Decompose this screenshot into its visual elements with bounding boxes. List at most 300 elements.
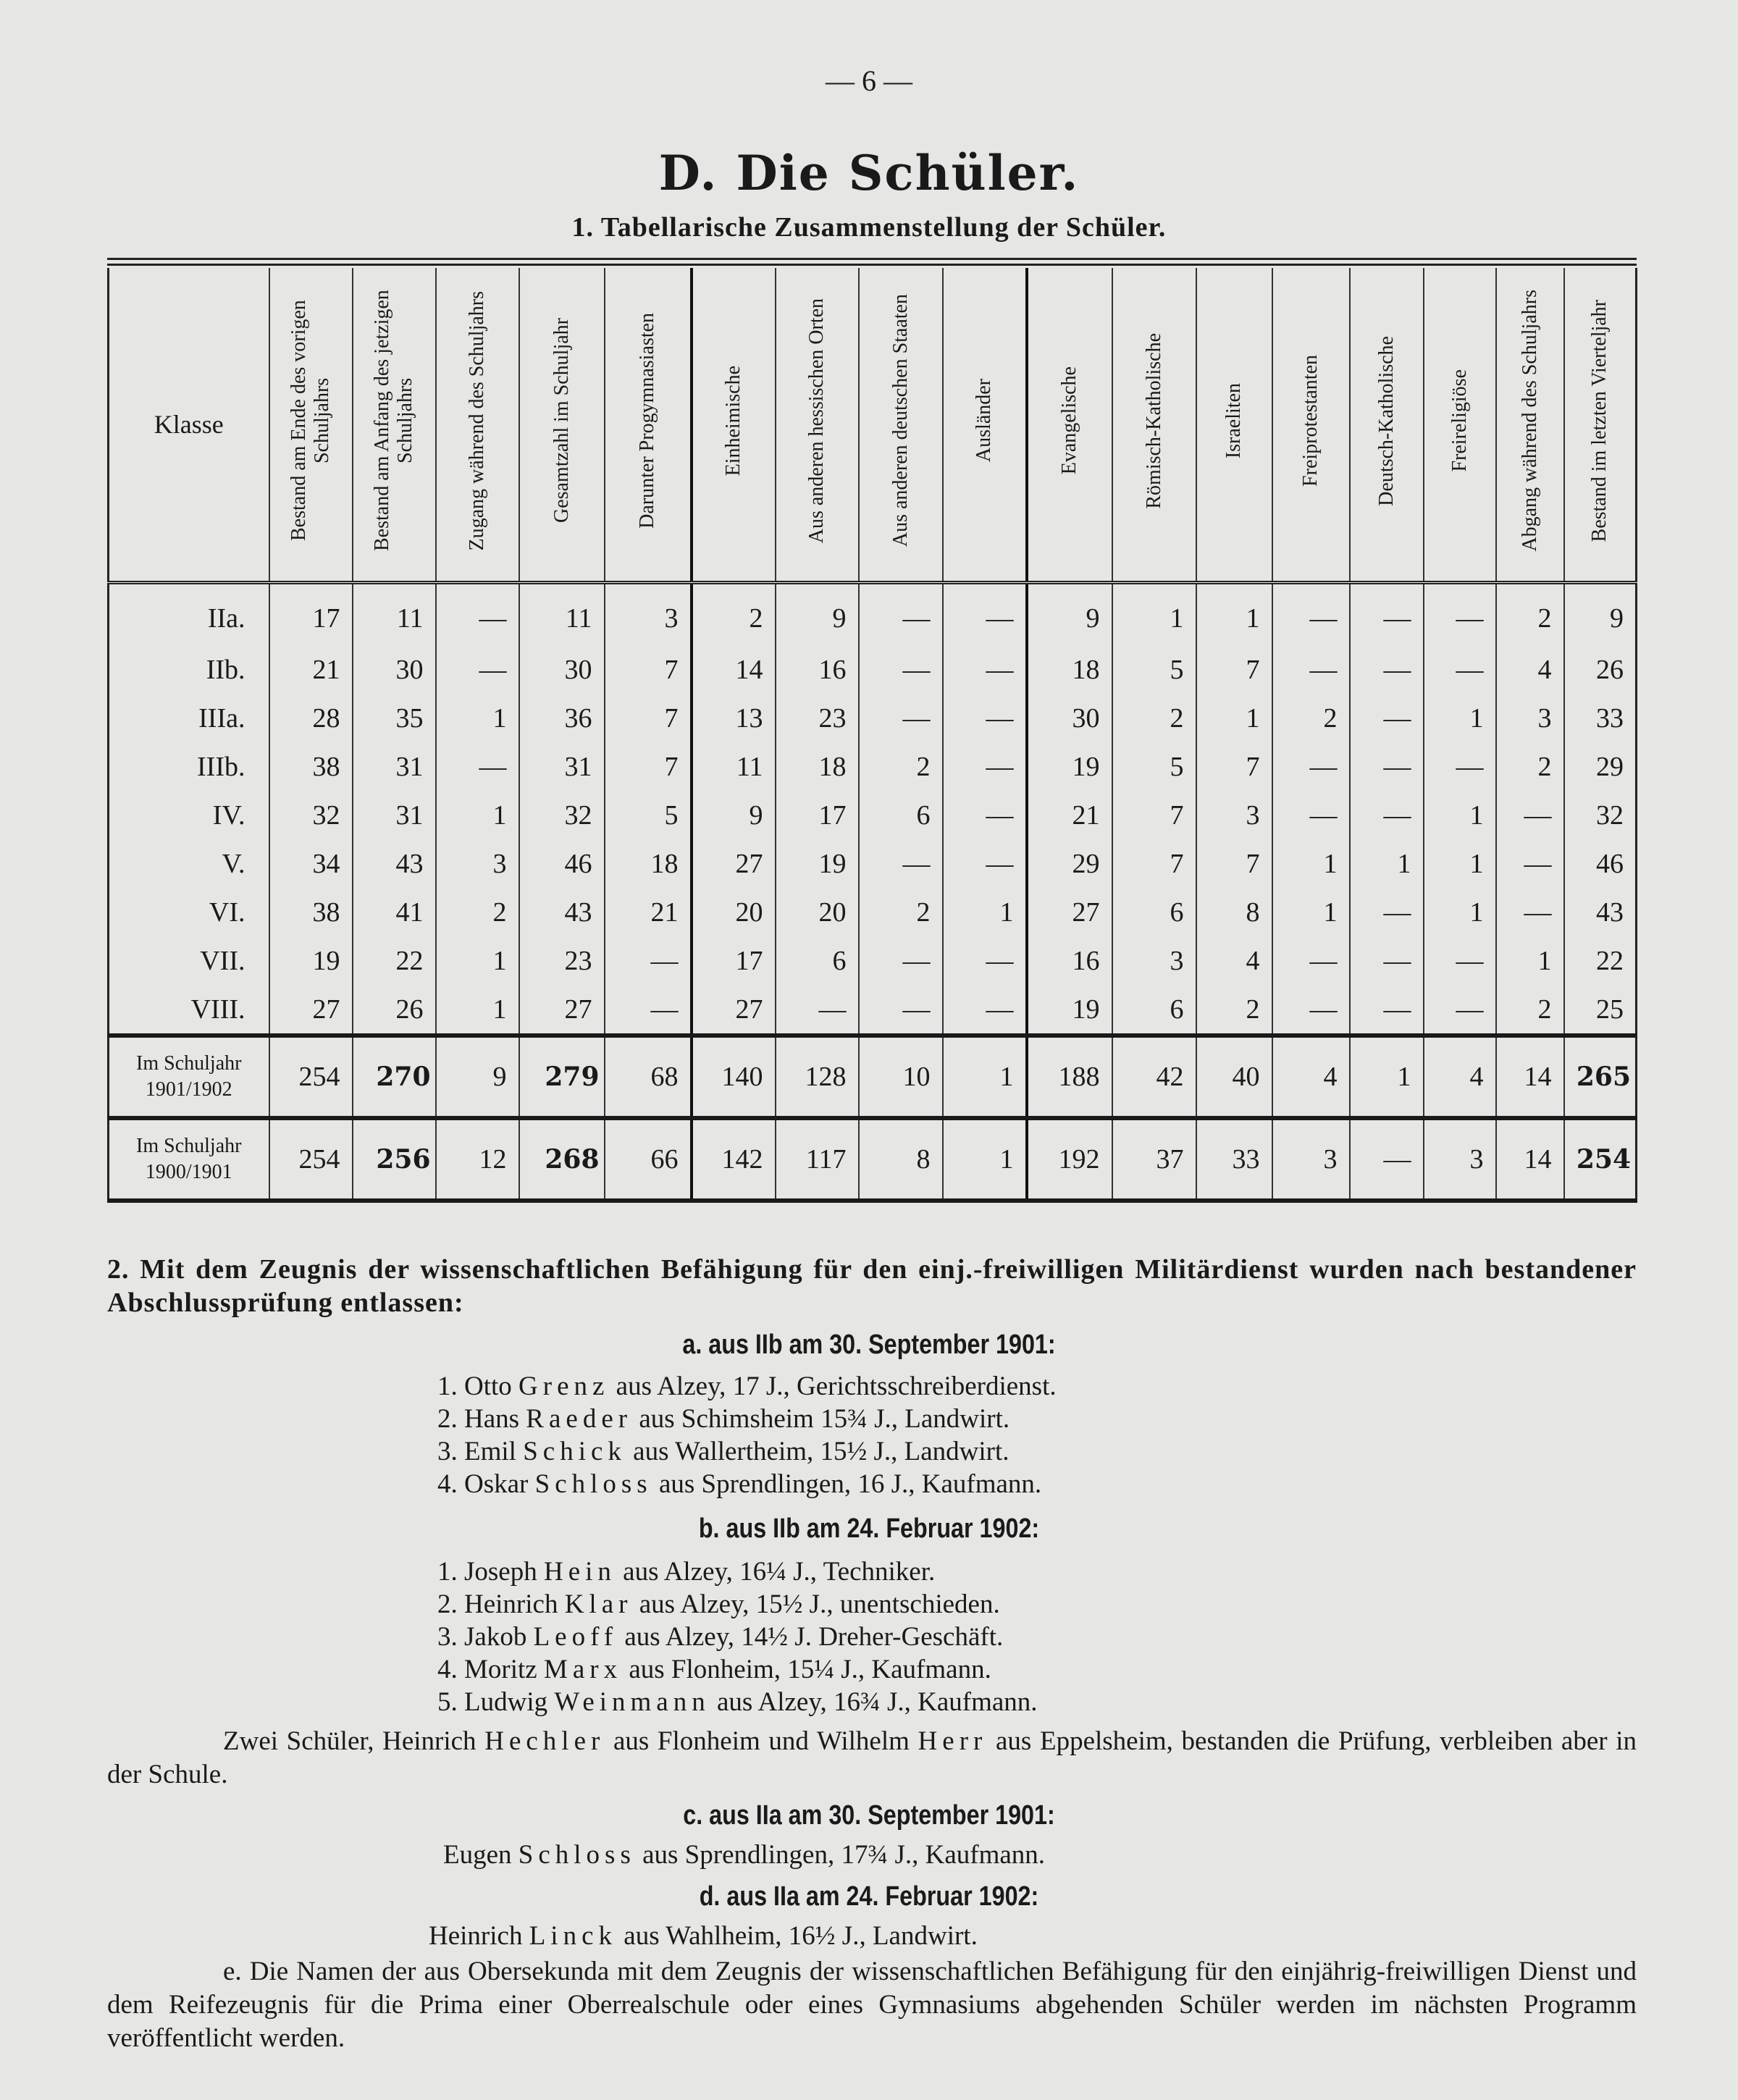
table-cell: — (943, 936, 1027, 985)
table-cell: 2 (1272, 694, 1350, 742)
row-label: IV. (109, 791, 269, 839)
table-cell: 265 (1564, 1036, 1637, 1118)
column-header (353, 268, 436, 583)
table-row (109, 742, 1637, 791)
table-cell: 18 (1027, 645, 1112, 694)
table-cell: — (1350, 1118, 1424, 1201)
table-cell: 254 (1564, 1118, 1637, 1201)
table-cell: 1 (436, 791, 519, 839)
table-cell: 5 (1112, 742, 1196, 791)
column-header (1496, 268, 1564, 583)
table-cell: 17 (269, 583, 353, 646)
column-header-label: Bestand am Anfang des jetzigen Schuljahrs (371, 290, 416, 552)
item-text: 1. Joseph (437, 1557, 544, 1587)
column-header-label: Evangelische (1058, 366, 1080, 475)
table-cell: 3 (436, 839, 519, 888)
row-label: VII. (109, 936, 269, 985)
table-cell: 16 (1027, 936, 1112, 985)
table-cell: 22 (1564, 936, 1637, 985)
table-cell: 3 (1496, 694, 1564, 742)
table-cell: — (1496, 839, 1564, 888)
table-cell: 192 (1027, 1118, 1112, 1201)
table-cell: 3 (605, 583, 692, 646)
column-header-label: Deutsch-Katholische (1374, 335, 1398, 506)
table-cell: 7 (1112, 839, 1196, 888)
table-cell: 26 (1564, 645, 1637, 694)
table-cell: 28 (269, 694, 353, 742)
table-cell: 43 (1564, 888, 1637, 936)
table-cell: 1 (1496, 936, 1564, 985)
table-cell: — (436, 583, 519, 646)
table-cell: 1 (1112, 583, 1196, 646)
subsection-b-heading: b. aus IIb am 24. Februar 1902: (698, 1513, 1040, 1544)
table-cell: 46 (519, 839, 605, 888)
table-cell: 29 (1564, 742, 1637, 791)
item-text: aus Alzey, 16¼ J., Techniker. (616, 1557, 936, 1587)
row-label: IIIa. (109, 694, 269, 742)
table-cell: — (436, 742, 519, 791)
item-text: aus Alzey, 16¾ J., Kaufmann. (710, 1687, 1038, 1717)
table-cell: 1 (943, 1118, 1027, 1201)
column-header (859, 268, 943, 583)
table-cell: 19 (1027, 985, 1112, 1036)
table-cell: — (943, 742, 1027, 791)
table-cell: 18 (605, 839, 692, 888)
item-text: 2. Heinrich (437, 1589, 565, 1619)
table-cell: 33 (1564, 694, 1637, 742)
table-cell: — (1496, 791, 1564, 839)
table-cell: 2 (1496, 583, 1564, 646)
item-text: Eugen (443, 1840, 519, 1870)
table-cell: 21 (605, 888, 692, 936)
column-header-label: Freiprotestanten (1299, 355, 1322, 487)
table-cell: 14 (692, 645, 776, 694)
row-label: IIa. (109, 583, 269, 646)
table-cell: — (776, 985, 859, 1036)
table-cell: 14 (1496, 1036, 1564, 1118)
table-cell: — (1350, 985, 1424, 1036)
column-header-label: Bestand am Ende des vorigen Schuljahrs (287, 300, 333, 542)
table-cell: 4 (1496, 645, 1564, 694)
item-text: 3. Jakob (437, 1622, 534, 1652)
column-header (436, 268, 519, 583)
table-cell: — (1350, 936, 1424, 985)
student-name: Weinmann (554, 1687, 710, 1717)
column-header-label: Aus anderen hessischen Orten (805, 298, 828, 544)
table-cell: — (943, 583, 1027, 646)
list-item (437, 1588, 1038, 1621)
column-header-label: Darunter Progymnasiasten (636, 313, 658, 529)
table-cell: 6 (859, 791, 943, 839)
table-cell: 8 (1196, 888, 1272, 936)
student-name: Herr (918, 1726, 988, 1756)
item-text: aus Alzey, 17 J., Gerichtsschreiberdienst. (609, 1372, 1057, 1401)
table-cell: — (1272, 583, 1350, 646)
student-name: Klar (564, 1589, 633, 1619)
table-cell: 38 (269, 742, 353, 791)
table-cell: — (859, 839, 943, 888)
page-number: — 6 — (826, 64, 912, 97)
table-cell: — (943, 985, 1027, 1036)
table-cell: 18 (776, 742, 859, 791)
table-cell: — (859, 936, 943, 985)
table-cell: — (436, 645, 519, 694)
table-cell: 11 (353, 583, 436, 646)
student-name: Schick (523, 1437, 626, 1466)
table-row (109, 839, 1637, 888)
table-cell: — (1424, 645, 1496, 694)
item-text: 2. Hans (437, 1404, 526, 1434)
table-cell: 4 (1424, 1036, 1496, 1118)
column-header (1027, 268, 1112, 583)
table-cell: — (859, 645, 943, 694)
table-cell: 128 (776, 1036, 859, 1118)
table-cell: 32 (269, 791, 353, 839)
table-cell: 9 (436, 1036, 519, 1118)
table-cell: 254 (269, 1036, 353, 1118)
table-cell: 1 (436, 985, 519, 1036)
table-cell: — (1272, 936, 1350, 985)
table-cell: 19 (269, 936, 353, 985)
table-cell: — (859, 694, 943, 742)
column-header-label: Römisch-Katholische (1142, 332, 1165, 509)
table-cell: — (1350, 888, 1424, 936)
table-cell: 27 (519, 985, 605, 1036)
note-text: Zwei Schüler, Heinrich (223, 1726, 485, 1756)
column-header-label: Einheimische (722, 365, 744, 476)
table-row (109, 645, 1637, 694)
table-cell: 31 (353, 791, 436, 839)
section-1-title: 1. Tabellarische Zusammenstellung der Schüler. (571, 212, 1167, 243)
table-cell: — (1272, 645, 1350, 694)
table-cell: 23 (776, 694, 859, 742)
table-cell: 140 (692, 1036, 776, 1118)
table-row (109, 791, 1637, 839)
note-paragraph (107, 1725, 1637, 1792)
table-cell: 3 (1112, 936, 1196, 985)
column-header (1112, 268, 1196, 583)
table-cell: 17 (692, 936, 776, 985)
table-cell: 2 (1112, 694, 1196, 742)
table-cell: 1 (1272, 888, 1350, 936)
row-label: IIIb. (109, 742, 269, 791)
table-cell: 32 (519, 791, 605, 839)
table-cell: 11 (519, 583, 605, 646)
table-cell: 20 (776, 888, 859, 936)
subsection-a-list (437, 1370, 1057, 1500)
table-cell: 1 (1424, 839, 1496, 888)
column-header-label: Aus anderen deutschen Staaten (889, 294, 912, 547)
column-header-label: Freireligiöse (1448, 369, 1471, 472)
table-cell: 31 (353, 742, 436, 791)
table-cell: 10 (859, 1036, 943, 1118)
subsection-e-paragraph: e. Die Namen der aus Obersekunda mit dem Zeugnis der wissenschaftlichen Befähigung für den einjährig-freiwilligen Dienst und dem Reifezeugnis für die Prima einer Oberrealschule oder eines Gymnasiums abgehenden Schüler werden im nächsten Programm veröffentlicht werden. (107, 1957, 1637, 2053)
subsection-c-item (443, 1839, 1045, 1870)
list-item (437, 1686, 1038, 1718)
table-cell: 31 (519, 742, 605, 791)
table-cell: 41 (353, 888, 436, 936)
table-cell: 27 (269, 985, 353, 1036)
note-text: aus Flonheim und Wilhelm (605, 1726, 918, 1756)
table-cell: — (1350, 645, 1424, 694)
student-name: Hechler (484, 1726, 605, 1756)
table-cell: 2 (692, 583, 776, 646)
row-label: VI. (109, 888, 269, 936)
table-cell: 30 (353, 645, 436, 694)
table-cell: — (943, 645, 1027, 694)
list-item (437, 1435, 1057, 1468)
table-cell: 256 (353, 1118, 436, 1201)
table-cell: 40 (1196, 1036, 1272, 1118)
table-cell: 13 (692, 694, 776, 742)
table-cell: 9 (692, 791, 776, 839)
table-cell: 37 (1112, 1118, 1196, 1201)
table-cell: 26 (353, 985, 436, 1036)
table-cell: 279 (519, 1036, 605, 1118)
table-cell: 7 (1196, 645, 1272, 694)
student-name: Grenz (519, 1372, 610, 1401)
table-row (109, 985, 1637, 1036)
table-cell: 68 (605, 1036, 692, 1118)
table-header-row (109, 268, 1637, 583)
table-cell: 142 (692, 1118, 776, 1201)
table-cell: — (605, 985, 692, 1036)
item-text: 1. Otto (437, 1372, 519, 1401)
list-item (437, 1653, 1038, 1686)
student-name: Hein (543, 1557, 616, 1587)
column-header (776, 268, 859, 583)
table-row (109, 936, 1637, 985)
table-cell: 27 (692, 985, 776, 1036)
item-text: aus Alzey, 14½ J. Dreher-Geschäft. (618, 1622, 1004, 1652)
page-title: D. Die Schüler. (658, 145, 1080, 201)
column-header-label: Abgang während des Schuljahrs (1518, 290, 1541, 552)
student-statistics-table (107, 268, 1637, 1203)
table-cell: 3 (1272, 1118, 1350, 1201)
item-text: aus Wahlheim, 16½ J., Landwirt. (617, 1921, 978, 1951)
list-item (437, 1370, 1057, 1403)
table-cell: 27 (1027, 888, 1112, 936)
table-cell: 6 (1112, 888, 1196, 936)
table-cell: — (1496, 888, 1564, 936)
table-cell: 20 (692, 888, 776, 936)
table-cell: — (1350, 694, 1424, 742)
student-name: Raeder (526, 1404, 633, 1434)
table-cell: 32 (1564, 791, 1637, 839)
table-cell: 9 (776, 583, 859, 646)
table-cell: 12 (436, 1118, 519, 1201)
table-cell: 1 (436, 694, 519, 742)
table-cell: 1 (1424, 791, 1496, 839)
table-cell: 270 (353, 1036, 436, 1118)
table-cell: — (1424, 985, 1496, 1036)
column-header (1196, 268, 1272, 583)
table-cell: 2 (1496, 985, 1564, 1036)
table-cell: 17 (776, 791, 859, 839)
item-text: 4. Oskar (437, 1469, 535, 1499)
table-cell: 1 (1424, 694, 1496, 742)
student-name: Schloss (518, 1840, 636, 1870)
table-cell: 11 (692, 742, 776, 791)
subsection-b-list (437, 1555, 1038, 1718)
table-cell: — (1424, 742, 1496, 791)
table-cell: 4 (1272, 1036, 1350, 1118)
item-text: 5. Ludwig (437, 1687, 555, 1717)
table-cell: 22 (353, 936, 436, 985)
table-cell: 7 (1196, 742, 1272, 791)
table-cell: 43 (353, 839, 436, 888)
table-cell: — (859, 985, 943, 1036)
table-cell: 117 (776, 1118, 859, 1201)
table-cell: 1 (1424, 888, 1496, 936)
table-cell: 3 (1424, 1118, 1496, 1201)
column-header-label: Israeliten (1222, 382, 1245, 459)
table-cell: 268 (519, 1118, 605, 1201)
column-header-klasse: Klasse (109, 268, 269, 583)
table-cell: — (1350, 742, 1424, 791)
student-name: Linck (529, 1921, 618, 1951)
table-cell: 33 (1196, 1118, 1272, 1201)
table-cell: 42 (1112, 1036, 1196, 1118)
table-cell: 1 (1272, 839, 1350, 888)
subsection-a-heading: a. aus IIb am 30. September 1901: (682, 1330, 1056, 1360)
column-header-label: Bestand im letzten Vierteljahr (1588, 299, 1611, 542)
table-cell: 6 (776, 936, 859, 985)
table-cell: 8 (859, 1118, 943, 1201)
column-header (1564, 268, 1637, 583)
table-cell: 1 (1196, 694, 1272, 742)
table-cell: 29 (1027, 839, 1112, 888)
table-cell: 1 (943, 1036, 1027, 1118)
table-cell: 21 (1027, 791, 1112, 839)
table-cell: 23 (519, 936, 605, 985)
column-header-label: Zugang während des Schuljahrs (466, 290, 488, 551)
subsection-d-heading: d. aus IIa am 24. Februar 1902: (699, 1881, 1039, 1912)
table-cell: 7 (605, 742, 692, 791)
table-cell: — (1350, 583, 1424, 646)
table-cell: 30 (519, 645, 605, 694)
column-header (605, 268, 692, 583)
table-cell: 43 (519, 888, 605, 936)
table-cell: — (1350, 791, 1424, 839)
section-2-title: 2. Mit dem Zeugnis der wissenschaftlichen Befähigung für den einj.-freiwilligen Militärdienst wurden nach bestandener Abschlussprüfung entlassen: (107, 1254, 1637, 1318)
list-item (437, 1468, 1057, 1500)
list-item (437, 1555, 1038, 1588)
note-text: aus Eppelsheim, bestanden die Prüfung, verbleiben aber in der Schule. (107, 1726, 1637, 1789)
totals-row (109, 1118, 1637, 1201)
table-cell: — (1272, 791, 1350, 839)
student-name: Schloss (534, 1469, 652, 1499)
table-row (109, 888, 1637, 936)
column-header (269, 268, 353, 583)
item-text: aus Alzey, 15½ J., unentschieden. (632, 1589, 1000, 1619)
table-cell: 25 (1564, 985, 1637, 1036)
table-cell: — (943, 791, 1027, 839)
table-cell: 5 (1112, 645, 1196, 694)
subsection-d-item (429, 1920, 978, 1952)
table-cell: 3 (1196, 791, 1272, 839)
column-header (1272, 268, 1350, 583)
table-cell: 2 (1496, 742, 1564, 791)
column-header (943, 268, 1027, 583)
table-cell: 1 (1350, 839, 1424, 888)
table-cell: — (943, 839, 1027, 888)
subsection-c-heading: c. aus IIa am 30. September 1901: (683, 1800, 1055, 1831)
table-cell: 34 (269, 839, 353, 888)
table-cell: 27 (692, 839, 776, 888)
table-cell: 46 (1564, 839, 1637, 888)
column-header-label: Ausländer (973, 379, 995, 463)
row-label: Im Schuljahr 1900/1901 (109, 1118, 269, 1201)
table-cell: 21 (269, 645, 353, 694)
item-text: 3. Emil (437, 1437, 524, 1466)
column-header (519, 268, 605, 583)
student-name: Leoff (533, 1622, 618, 1652)
table-cell: 19 (776, 839, 859, 888)
table-cell: 38 (269, 888, 353, 936)
student-name: Marx (543, 1655, 623, 1684)
table-cell: — (1272, 985, 1350, 1036)
column-header (692, 268, 776, 583)
item-text: aus Sprendlingen, 16 J., Kaufmann. (652, 1469, 1042, 1499)
table-cell: — (859, 583, 943, 646)
item-text: aus Flonheim, 15¼ J., Kaufmann. (622, 1655, 991, 1684)
table-cell: 2 (436, 888, 519, 936)
table-cell: 1 (436, 936, 519, 985)
column-header (1424, 268, 1496, 583)
list-item (437, 1621, 1038, 1653)
column-header-label: Gesamtzahl im Schuljahr (550, 318, 573, 524)
table-cell: 1 (1350, 1036, 1424, 1118)
table-cell: 2 (1196, 985, 1272, 1036)
table-cell: — (1424, 583, 1496, 646)
item-text: aus Sprendlingen, 17¾ J., Kaufmann. (635, 1840, 1046, 1870)
table-cell: 5 (605, 791, 692, 839)
list-item (437, 1403, 1057, 1435)
table-cell: 1 (1196, 583, 1272, 646)
row-label: IIb. (109, 645, 269, 694)
table-row (109, 583, 1637, 646)
column-header (1350, 268, 1424, 583)
table-cell: — (1424, 936, 1496, 985)
item-text: Heinrich (429, 1921, 529, 1951)
item-text: aus Schimsheim 15¾ J., Landwirt. (632, 1404, 1010, 1434)
table-cell: — (1272, 742, 1350, 791)
table-cell: 4 (1196, 936, 1272, 985)
table-cell: 9 (1564, 583, 1637, 646)
table-cell: 36 (519, 694, 605, 742)
table-cell: 16 (776, 645, 859, 694)
row-label: VIII. (109, 985, 269, 1036)
table-cell: 7 (1112, 791, 1196, 839)
table-cell: 19 (1027, 742, 1112, 791)
table-cell: 35 (353, 694, 436, 742)
table-cell: 254 (269, 1118, 353, 1201)
table-cell: — (605, 936, 692, 985)
table-cell: 7 (1196, 839, 1272, 888)
row-label: V. (109, 839, 269, 888)
table-cell: 6 (1112, 985, 1196, 1036)
table-cell: 14 (1496, 1118, 1564, 1201)
table-cell: — (943, 694, 1027, 742)
table-cell: 30 (1027, 694, 1112, 742)
totals-row (109, 1036, 1637, 1118)
table-cell: 7 (605, 645, 692, 694)
row-label: Im Schuljahr 1901/1902 (109, 1036, 269, 1118)
table-cell: 7 (605, 694, 692, 742)
table-cell: 188 (1027, 1036, 1112, 1118)
table-cell: 66 (605, 1118, 692, 1201)
